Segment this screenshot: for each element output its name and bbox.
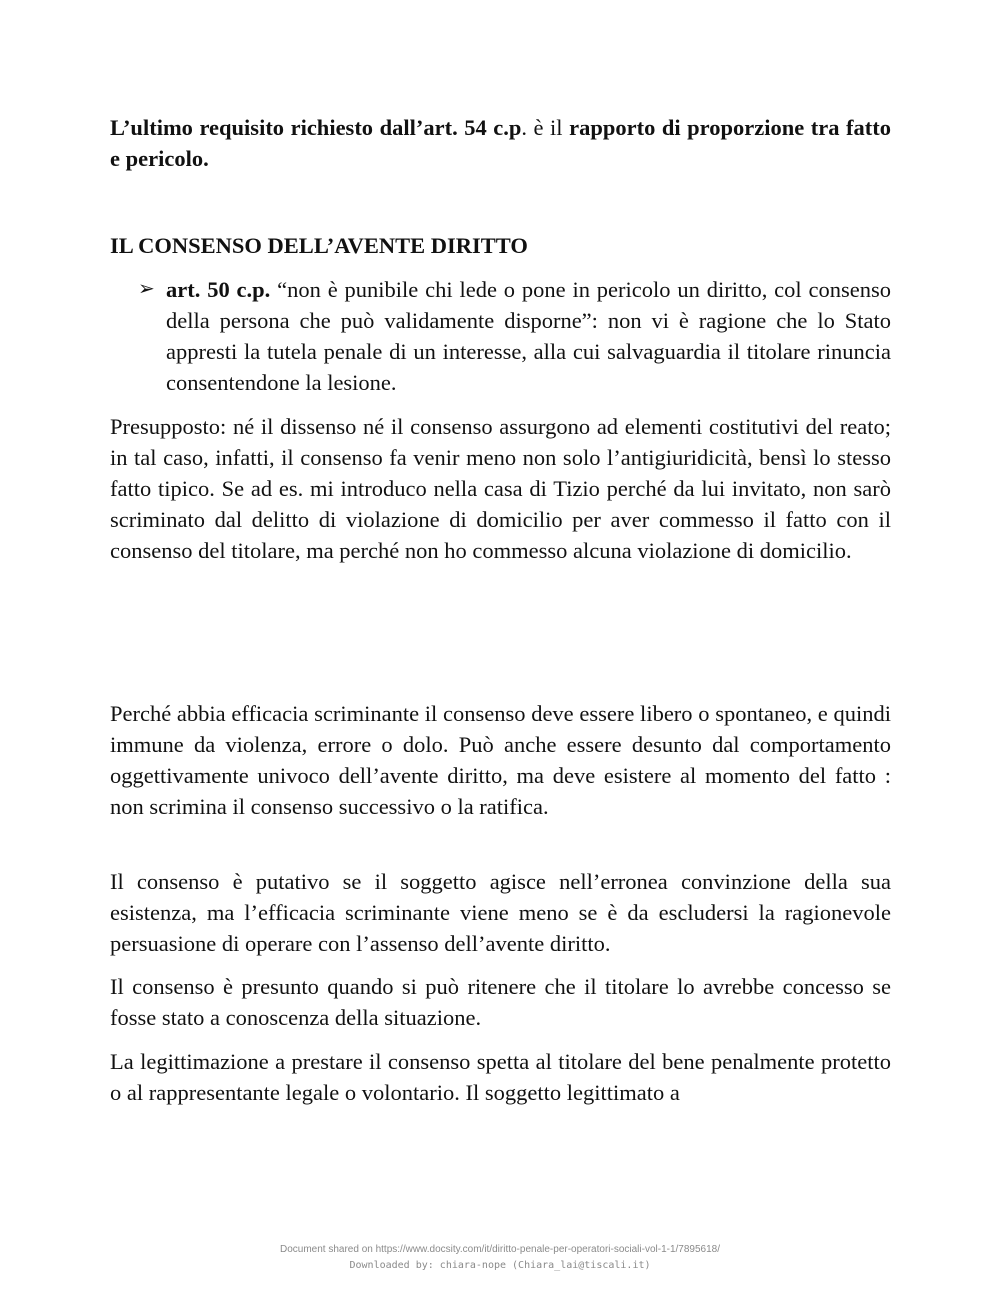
paragraph-presupposto: Presupposto: né il dissenso né il consenso assurgono ad elementi costitutivi del reato; in tal caso, infatti, il consenso fa venir meno non solo l’antigiuridicità, bensì lo stesso fatto tipico. Se ad es. mi introduco nella casa di Tizio perché da lui invitato, non sarò scriminato dal delitto di violazione di domicilio per aver commesso il fatto con il consenso del titolare, ma perché non ho commesso alcuna violazione di domicilio.: [110, 414, 891, 563]
paragraph-legittimazione: La legittimazione a prestare il consenso spetta al titolare del bene penalmente protetto o al rappresentante legale o volontario. Il soggetto legittimato a: [110, 1049, 891, 1105]
footer-downloaded-by: Downloaded by: chiara-nope (Chiara_lai@tiscali.it): [349, 1260, 651, 1271]
intro-bold-start: L’ultimo requisito richiesto dall’art. 54 c.p: [110, 115, 522, 140]
paragraph-perche: Perché abbia efficacia scriminante il consenso deve essere libero o spontaneo, e quindi immune da violenza, errore o dolo. Può anche essere desunto dal comportamento oggettivamente univoco dell’avente diritto, ma deve esistere al momento del fatto : non scrimina il consenso successivo o la ratifica.: [110, 701, 891, 819]
bullet-text: [166, 274, 891, 398]
intro-paragraph: [110, 112, 891, 174]
bullet-body: “non è punibile chi lede o pone in pericolo un diritto, col consenso della persona che può validamente disporne”: non vi è ragione che lo Stato appresti la tutela penale di un interesse, alla cui salvaguardia il titolare rinuncia consentendone la lesione.: [166, 277, 891, 395]
intro-normal: . è il: [521, 115, 570, 140]
intro-bold-end: rapporto di proporzione tra fatto e pericolo.: [110, 115, 891, 171]
arrow-bullet-icon: ➢: [138, 278, 155, 300]
paragraph-presunto: Il consenso è presunto quando si può ritenere che il titolare lo avrebbe concesso se fosse stato a conoscenza della situazione.: [110, 974, 891, 1030]
paragraph-putativo: Il consenso è putativo se il soggetto agisce nell’erronea convinzione della sua esistenza, ma l’efficacia scriminante viene meno se è da escludersi la ragionevole persuasione di operare con l’assenso dell’avente diritto.: [110, 869, 891, 956]
section-heading: IL CONSENSO DELL’AVENTE DIRITTO: [110, 233, 528, 258]
footer-shared-link[interactable]: Document shared on https://www.docsity.com/it/diritto-penale-per-operatori-sociali-vol-1-1/7895618/: [279, 1244, 721, 1255]
bullet-bold: art. 50 c.p.: [166, 277, 271, 302]
